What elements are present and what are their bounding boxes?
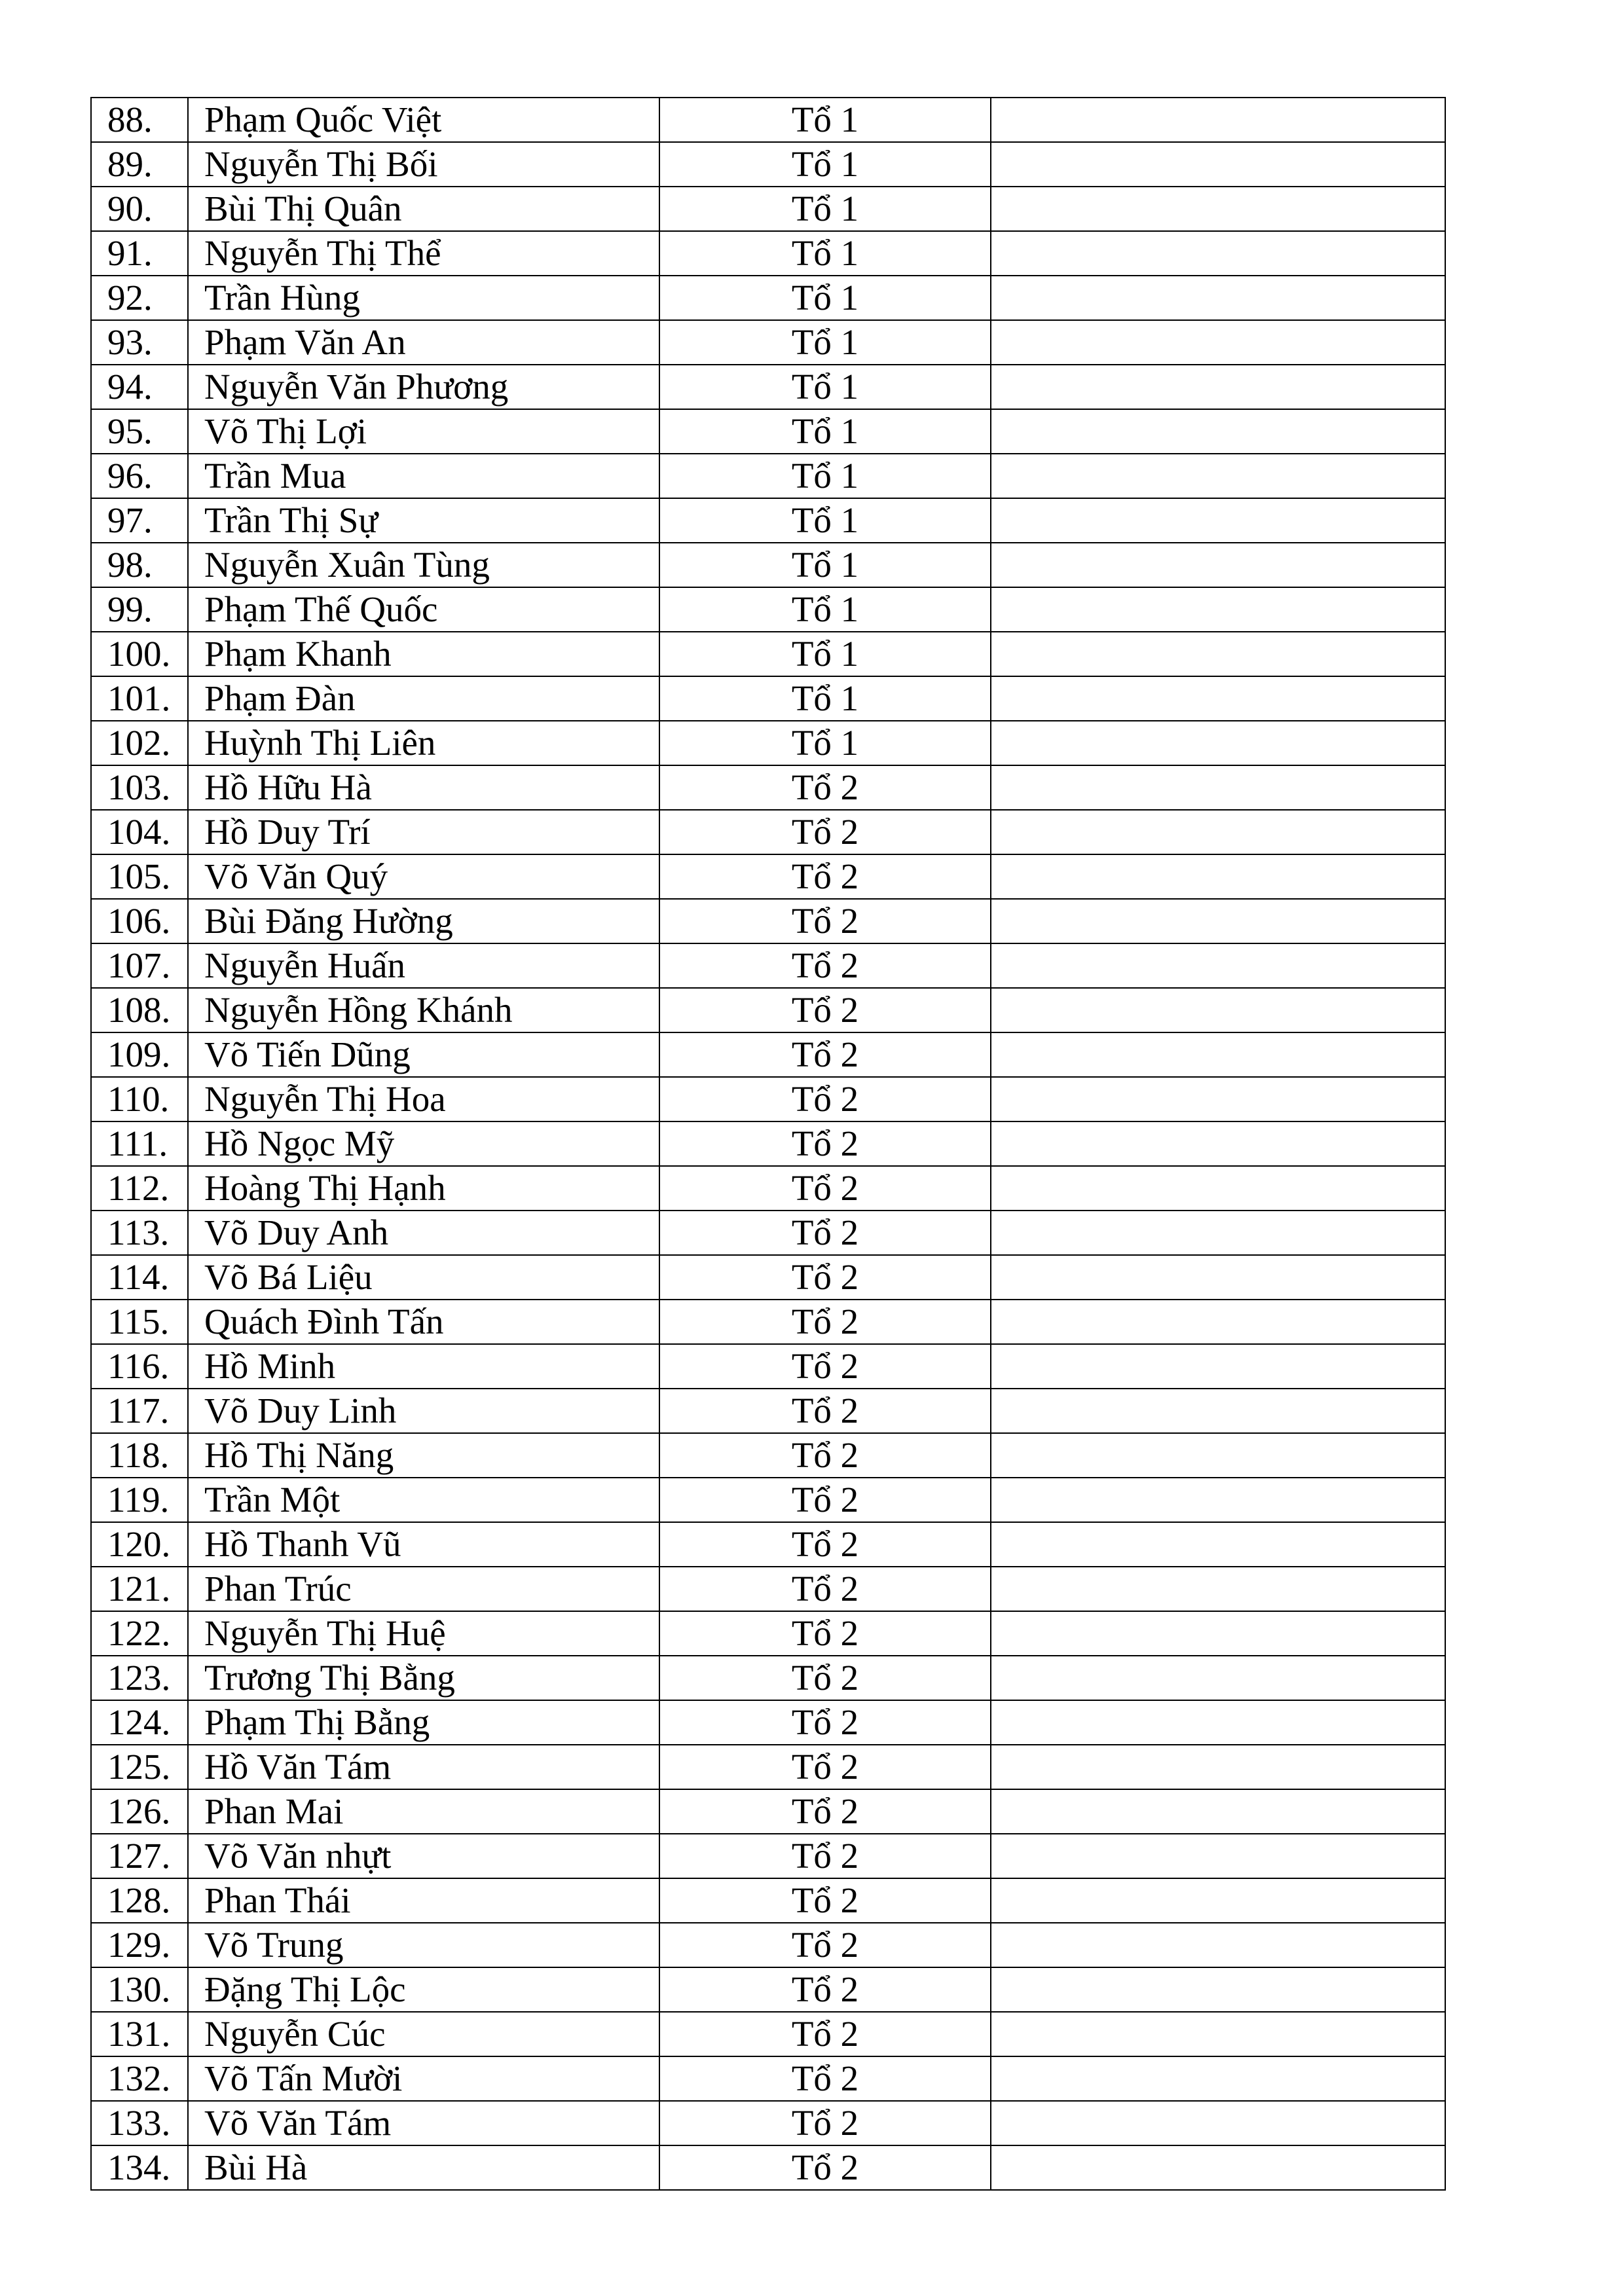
note-cell: [991, 1700, 1445, 1745]
group-label: Tổ 1: [659, 543, 991, 587]
group-label: Tổ 2: [659, 2145, 991, 2190]
table-row: [91, 2012, 1445, 2056]
note-cell: [991, 1967, 1445, 2012]
note-cell: [991, 587, 1445, 632]
table-row: [91, 810, 1445, 854]
note-cell: [991, 231, 1445, 276]
table-row: [91, 854, 1445, 899]
row-number: 114.: [91, 1255, 188, 1300]
member-name: Bùi Hà: [188, 2145, 659, 2190]
row-number: 123.: [91, 1656, 188, 1700]
group-label: Tổ 2: [659, 1121, 991, 1166]
group-label: Tổ 2: [659, 1745, 991, 1789]
row-number: 101.: [91, 676, 188, 721]
row-number: 104.: [91, 810, 188, 854]
table-row: [91, 409, 1445, 454]
group-label: Tổ 2: [659, 1478, 991, 1522]
group-label: Tổ 2: [659, 1522, 991, 1567]
group-label: Tổ 1: [659, 454, 991, 498]
row-number: 92.: [91, 276, 188, 320]
group-label: Tổ 2: [659, 1923, 991, 1967]
group-label: Tổ 2: [659, 1077, 991, 1121]
member-name: Quách Đình Tấn: [188, 1300, 659, 1344]
member-name: Hồ Ngọc Mỹ: [188, 1121, 659, 1166]
table-row: [91, 988, 1445, 1032]
member-name: Nguyễn Thị Huệ: [188, 1611, 659, 1656]
table-row: [91, 1478, 1445, 1522]
table-row: [91, 899, 1445, 943]
row-number: 103.: [91, 765, 188, 810]
table-row: [91, 676, 1445, 721]
row-number: 121.: [91, 1567, 188, 1611]
member-name: Trần Một: [188, 1478, 659, 1522]
row-number: 88.: [91, 98, 188, 142]
table-row: [91, 632, 1445, 676]
table-row: [91, 1344, 1445, 1389]
table-row: [91, 587, 1445, 632]
table-row: [91, 1923, 1445, 1967]
member-name: Phan Trúc: [188, 1567, 659, 1611]
member-name: Phạm Thế Quốc: [188, 587, 659, 632]
member-name: Hoàng Thị Hạnh: [188, 1166, 659, 1211]
member-name: Đặng Thị Lộc: [188, 1967, 659, 2012]
group-label: Tổ 2: [659, 854, 991, 899]
member-name: Bùi Đăng Hường: [188, 899, 659, 943]
note-cell: [991, 2101, 1445, 2145]
row-number: 94.: [91, 365, 188, 409]
note-cell: [991, 1300, 1445, 1344]
row-number: 132.: [91, 2056, 188, 2101]
row-number: 125.: [91, 1745, 188, 1789]
group-label: Tổ 1: [659, 365, 991, 409]
note-cell: [991, 320, 1445, 365]
table-row: [91, 320, 1445, 365]
row-number: 118.: [91, 1433, 188, 1478]
table-row: [91, 1878, 1445, 1923]
note-cell: [991, 1611, 1445, 1656]
member-name: Hồ Thị Năng: [188, 1433, 659, 1478]
member-name: Hồ Hữu Hà: [188, 765, 659, 810]
table-row: [91, 1700, 1445, 1745]
note-cell: [991, 1121, 1445, 1166]
group-label: Tổ 2: [659, 2012, 991, 2056]
member-name: Trương Thị Bằng: [188, 1656, 659, 1700]
note-cell: [991, 2012, 1445, 2056]
member-name: Nguyễn Thị Bối: [188, 142, 659, 187]
table-row: [91, 1567, 1445, 1611]
group-label: Tổ 2: [659, 1834, 991, 1878]
note-cell: [991, 454, 1445, 498]
note-cell: [991, 988, 1445, 1032]
note-cell: [991, 498, 1445, 543]
note-cell: [991, 1923, 1445, 1967]
group-label: Tổ 1: [659, 320, 991, 365]
note-cell: [991, 1344, 1445, 1389]
table-row: [91, 454, 1445, 498]
group-label: Tổ 1: [659, 98, 991, 142]
group-label: Tổ 2: [659, 1166, 991, 1211]
note-cell: [991, 187, 1445, 231]
group-label: Tổ 1: [659, 676, 991, 721]
row-number: 122.: [91, 1611, 188, 1656]
group-label: Tổ 1: [659, 187, 991, 231]
member-name: Trần Mua: [188, 454, 659, 498]
member-name: Phan Mai: [188, 1789, 659, 1834]
row-number: 90.: [91, 187, 188, 231]
row-number: 116.: [91, 1344, 188, 1389]
note-cell: [991, 1032, 1445, 1077]
group-label: Tổ 2: [659, 1878, 991, 1923]
row-number: 120.: [91, 1522, 188, 1567]
roster-body: [91, 98, 1445, 2190]
table-row: [91, 1121, 1445, 1166]
table-row: [91, 365, 1445, 409]
note-cell: [991, 1834, 1445, 1878]
group-label: Tổ 2: [659, 1032, 991, 1077]
table-row: [91, 1211, 1445, 1255]
row-number: 115.: [91, 1300, 188, 1344]
member-name: Nguyễn Xuân Tùng: [188, 543, 659, 587]
group-label: Tổ 2: [659, 943, 991, 988]
member-name: Võ Bá Liệu: [188, 1255, 659, 1300]
member-name: Phạm Khanh: [188, 632, 659, 676]
table-row: [91, 765, 1445, 810]
group-label: Tổ 2: [659, 810, 991, 854]
row-number: 111.: [91, 1121, 188, 1166]
note-cell: [991, 810, 1445, 854]
note-cell: [991, 1211, 1445, 1255]
roster-table: [90, 97, 1446, 2191]
member-name: Phạm Văn An: [188, 320, 659, 365]
row-number: 124.: [91, 1700, 188, 1745]
row-number: 89.: [91, 142, 188, 187]
table-row: [91, 1522, 1445, 1567]
row-number: 100.: [91, 632, 188, 676]
group-label: Tổ 2: [659, 988, 991, 1032]
row-number: 97.: [91, 498, 188, 543]
group-label: Tổ 2: [659, 1255, 991, 1300]
table-row: [91, 1166, 1445, 1211]
row-number: 112.: [91, 1166, 188, 1211]
member-name: Hồ Văn Tám: [188, 1745, 659, 1789]
row-number: 98.: [91, 543, 188, 587]
row-number: 134.: [91, 2145, 188, 2190]
group-label: Tổ 1: [659, 587, 991, 632]
member-name: Nguyễn Hồng Khánh: [188, 988, 659, 1032]
row-number: 128.: [91, 1878, 188, 1923]
group-label: Tổ 1: [659, 276, 991, 320]
member-name: Võ Tấn Mười: [188, 2056, 659, 2101]
row-number: 95.: [91, 409, 188, 454]
member-name: Huỳnh Thị Liên: [188, 721, 659, 765]
note-cell: [991, 854, 1445, 899]
group-label: Tổ 1: [659, 142, 991, 187]
table-row: [91, 1389, 1445, 1433]
note-cell: [991, 1077, 1445, 1121]
member-name: Nguyễn Cúc: [188, 2012, 659, 2056]
table-row: [91, 498, 1445, 543]
note-cell: [991, 765, 1445, 810]
note-cell: [991, 1878, 1445, 1923]
note-cell: [991, 1478, 1445, 1522]
row-number: 133.: [91, 2101, 188, 2145]
row-number: 117.: [91, 1389, 188, 1433]
row-number: 127.: [91, 1834, 188, 1878]
table-row: [91, 187, 1445, 231]
note-cell: [991, 1656, 1445, 1700]
table-row: [91, 2056, 1445, 2101]
row-number: 113.: [91, 1211, 188, 1255]
note-cell: [991, 98, 1445, 142]
note-cell: [991, 632, 1445, 676]
member-name: Võ Trung: [188, 1923, 659, 1967]
row-number: 108.: [91, 988, 188, 1032]
member-name: Phan Thái: [188, 1878, 659, 1923]
member-name: Võ Thị Lợi: [188, 409, 659, 454]
row-number: 130.: [91, 1967, 188, 2012]
row-number: 107.: [91, 943, 188, 988]
table-row: [91, 543, 1445, 587]
row-number: 131.: [91, 2012, 188, 2056]
member-name: Hồ Thanh Vũ: [188, 1522, 659, 1567]
group-label: Tổ 2: [659, 1700, 991, 1745]
row-number: 91.: [91, 231, 188, 276]
table-row: [91, 1433, 1445, 1478]
note-cell: [991, 2056, 1445, 2101]
table-row: [91, 1077, 1445, 1121]
group-label: Tổ 2: [659, 765, 991, 810]
table-row: [91, 1300, 1445, 1344]
note-cell: [991, 1433, 1445, 1478]
table-row: [91, 1032, 1445, 1077]
table-row: [91, 231, 1445, 276]
member-name: Nguyễn Huấn: [188, 943, 659, 988]
member-name: Phạm Đàn: [188, 676, 659, 721]
group-label: Tổ 1: [659, 231, 991, 276]
table-row: [91, 1834, 1445, 1878]
group-label: Tổ 2: [659, 1656, 991, 1700]
group-label: Tổ 2: [659, 1567, 991, 1611]
table-row: [91, 1656, 1445, 1700]
member-name: Trần Thị Sự: [188, 498, 659, 543]
member-name: Hồ Duy Trí: [188, 810, 659, 854]
note-cell: [991, 1389, 1445, 1433]
member-name: Võ Văn Quý: [188, 854, 659, 899]
table-row: [91, 142, 1445, 187]
note-cell: [991, 2145, 1445, 2190]
table-row: [91, 276, 1445, 320]
member-name: Võ Duy Linh: [188, 1389, 659, 1433]
member-name: Phạm Quốc Việt: [188, 98, 659, 142]
group-label: Tổ 2: [659, 1611, 991, 1656]
note-cell: [991, 276, 1445, 320]
group-label: Tổ 2: [659, 1344, 991, 1389]
row-number: 110.: [91, 1077, 188, 1121]
table-row: [91, 943, 1445, 988]
group-label: Tổ 2: [659, 2056, 991, 2101]
member-name: Nguyễn Văn Phương: [188, 365, 659, 409]
group-label: Tổ 2: [659, 1967, 991, 2012]
table-row: [91, 2145, 1445, 2190]
member-name: Nguyễn Thị Hoa: [188, 1077, 659, 1121]
group-label: Tổ 2: [659, 1211, 991, 1255]
member-name: Bùi Thị Quân: [188, 187, 659, 231]
note-cell: [991, 1166, 1445, 1211]
row-number: 106.: [91, 899, 188, 943]
table-row: [91, 2101, 1445, 2145]
row-number: 105.: [91, 854, 188, 899]
group-label: Tổ 1: [659, 409, 991, 454]
row-number: 99.: [91, 587, 188, 632]
note-cell: [991, 943, 1445, 988]
group-label: Tổ 2: [659, 899, 991, 943]
group-label: Tổ 2: [659, 2101, 991, 2145]
note-cell: [991, 1745, 1445, 1789]
table-row: [91, 1255, 1445, 1300]
member-name: Phạm Thị Bằng: [188, 1700, 659, 1745]
member-name: Hồ Minh: [188, 1344, 659, 1389]
member-name: Võ Duy Anh: [188, 1211, 659, 1255]
table-row: [91, 1745, 1445, 1789]
table-row: [91, 1967, 1445, 2012]
group-label: Tổ 1: [659, 498, 991, 543]
note-cell: [991, 721, 1445, 765]
row-number: 126.: [91, 1789, 188, 1834]
table-row: [91, 1789, 1445, 1834]
table-row: [91, 721, 1445, 765]
row-number: 119.: [91, 1478, 188, 1522]
note-cell: [991, 365, 1445, 409]
row-number: 102.: [91, 721, 188, 765]
note-cell: [991, 1789, 1445, 1834]
row-number: 93.: [91, 320, 188, 365]
member-name: Võ Văn Tám: [188, 2101, 659, 2145]
note-cell: [991, 409, 1445, 454]
group-label: Tổ 1: [659, 721, 991, 765]
note-cell: [991, 1255, 1445, 1300]
group-label: Tổ 2: [659, 1389, 991, 1433]
note-cell: [991, 676, 1445, 721]
group-label: Tổ 2: [659, 1300, 991, 1344]
member-name: Võ Văn nhựt: [188, 1834, 659, 1878]
row-number: 96.: [91, 454, 188, 498]
group-label: Tổ 1: [659, 632, 991, 676]
table-row: [91, 98, 1445, 142]
group-label: Tổ 2: [659, 1433, 991, 1478]
note-cell: [991, 1567, 1445, 1611]
note-cell: [991, 142, 1445, 187]
row-number: 129.: [91, 1923, 188, 1967]
note-cell: [991, 899, 1445, 943]
note-cell: [991, 1522, 1445, 1567]
member-name: Võ Tiến Dũng: [188, 1032, 659, 1077]
member-name: Trần Hùng: [188, 276, 659, 320]
table-row: [91, 1611, 1445, 1656]
row-number: 109.: [91, 1032, 188, 1077]
member-name: Nguyễn Thị Thể: [188, 231, 659, 276]
note-cell: [991, 543, 1445, 587]
group-label: Tổ 2: [659, 1789, 991, 1834]
